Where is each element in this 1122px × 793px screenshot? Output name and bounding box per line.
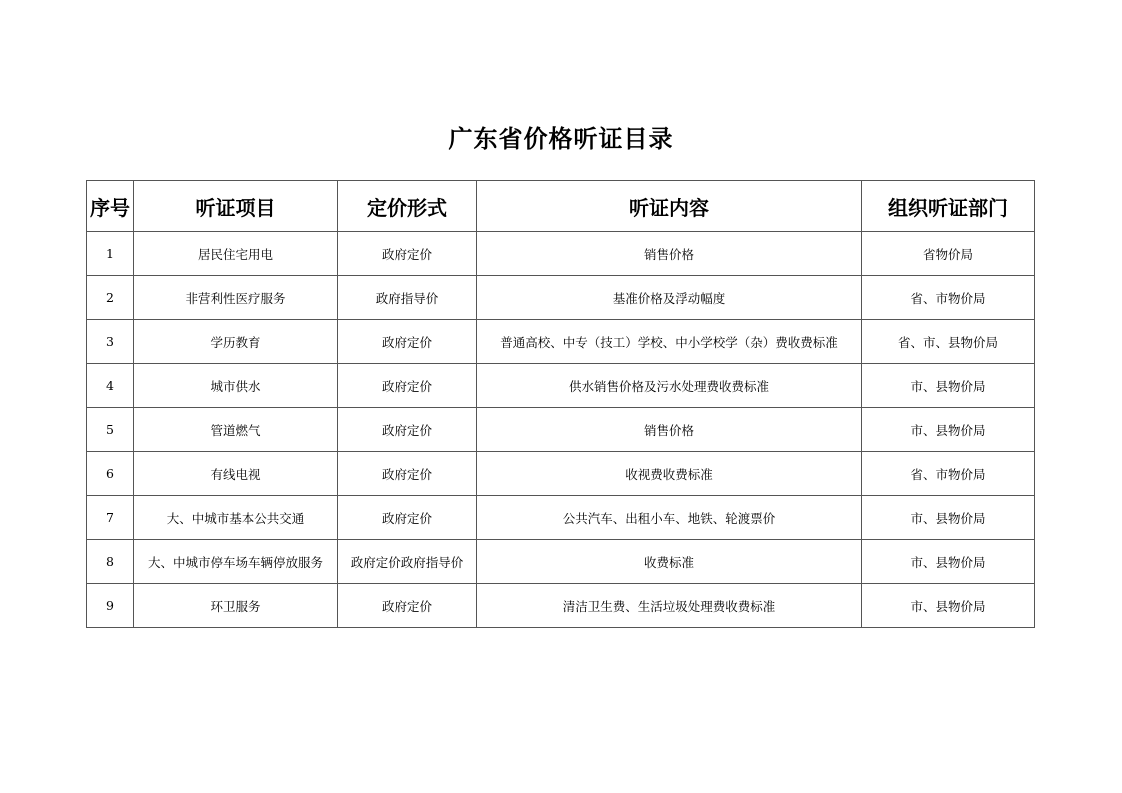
- cell-item: 非营利性医疗服务: [134, 276, 338, 320]
- table-row: [87, 320, 1035, 364]
- cell-no: 2: [87, 276, 134, 320]
- cell-content: 销售价格: [477, 232, 862, 276]
- cell-dept: 市、县物价局: [862, 584, 1035, 628]
- cell-no: 5: [87, 408, 134, 452]
- cell-dept: 市、县物价局: [862, 540, 1035, 584]
- cell-dept: 市、县物价局: [862, 364, 1035, 408]
- header-form: 定价形式: [338, 181, 477, 232]
- table-row: [87, 452, 1035, 496]
- cell-item: 居民住宅用电: [134, 232, 338, 276]
- cell-dept: 市、县物价局: [862, 408, 1035, 452]
- cell-no: 4: [87, 364, 134, 408]
- header-item: 听证项目: [134, 181, 338, 232]
- table-row: [87, 364, 1035, 408]
- cell-dept: 省、市、县物价局: [862, 320, 1035, 364]
- table-header-row: [87, 181, 1035, 232]
- cell-dept: 省、市物价局: [862, 276, 1035, 320]
- cell-item: 城市供水: [134, 364, 338, 408]
- cell-form: 政府定价: [338, 452, 477, 496]
- cell-item: 大、中城市停车场车辆停放服务: [134, 540, 338, 584]
- cell-content: 收视费收费标准: [477, 452, 862, 496]
- cell-content: 清洁卫生费、生活垃圾处理费收费标准: [477, 584, 862, 628]
- cell-form: 政府指导价: [338, 276, 477, 320]
- cell-form: 政府定价: [338, 408, 477, 452]
- cell-content: 公共汽车、出租小车、地铁、轮渡票价: [477, 496, 862, 540]
- cell-form: 政府定价: [338, 320, 477, 364]
- cell-item: 管道燃气: [134, 408, 338, 452]
- cell-dept: 省物价局: [862, 232, 1035, 276]
- table-row: [87, 540, 1035, 584]
- table-row: [87, 584, 1035, 628]
- cell-dept: 市、县物价局: [862, 496, 1035, 540]
- cell-item: 大、中城市基本公共交通: [134, 496, 338, 540]
- table-row: [87, 232, 1035, 276]
- page-title: 广东省价格听证目录: [448, 125, 674, 153]
- cell-no: 6: [87, 452, 134, 496]
- table-row: [87, 408, 1035, 452]
- cell-form: 政府定价政府指导价: [338, 540, 477, 584]
- header-dept: 组织听证部门: [862, 181, 1035, 232]
- cell-no: 9: [87, 584, 134, 628]
- cell-no: 1: [87, 232, 134, 276]
- header-no: 序号: [87, 181, 134, 232]
- table-row: [87, 496, 1035, 540]
- cell-content: 普通高校、中专（技工）学校、中小学校学（杂）费收费标准: [477, 320, 862, 364]
- cell-no: 8: [87, 540, 134, 584]
- table-row: [87, 276, 1035, 320]
- cell-item: 环卫服务: [134, 584, 338, 628]
- cell-content: 供水销售价格及污水处理费收费标准: [477, 364, 862, 408]
- cell-form: 政府定价: [338, 232, 477, 276]
- cell-form: 政府定价: [338, 584, 477, 628]
- cell-content: 基准价格及浮动幅度: [477, 276, 862, 320]
- hearing-catalog-table: [86, 180, 1035, 628]
- cell-content: 销售价格: [477, 408, 862, 452]
- cell-form: 政府定价: [338, 364, 477, 408]
- cell-dept: 省、市物价局: [862, 452, 1035, 496]
- cell-form: 政府定价: [338, 496, 477, 540]
- cell-item: 学历教育: [134, 320, 338, 364]
- cell-content: 收费标准: [477, 540, 862, 584]
- cell-no: 7: [87, 496, 134, 540]
- header-content: 听证内容: [477, 181, 862, 232]
- cell-no: 3: [87, 320, 134, 364]
- cell-item: 有线电视: [134, 452, 338, 496]
